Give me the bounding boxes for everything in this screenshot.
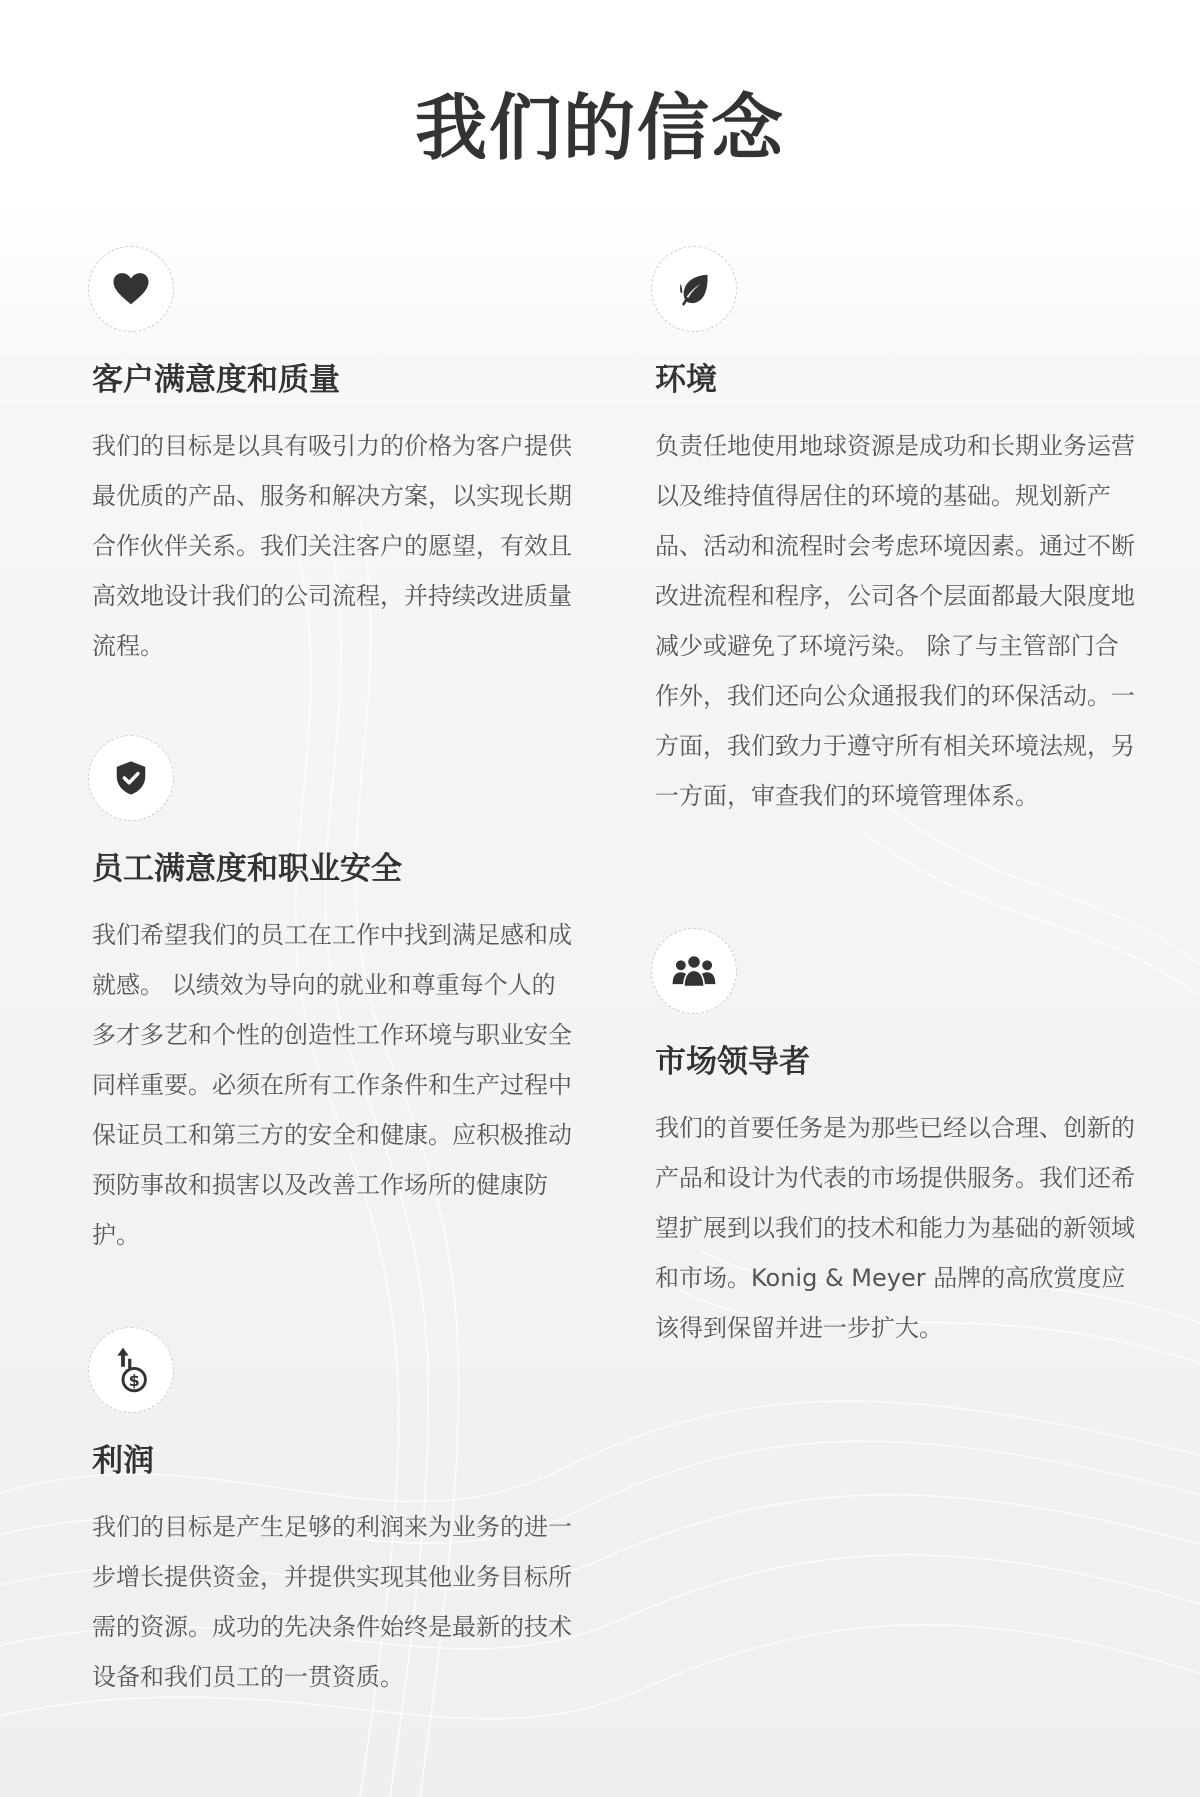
money-growth-icon [111, 1346, 151, 1394]
shield-check-icon [112, 759, 150, 797]
group-icon [671, 951, 717, 991]
card-body: 我们的目标是产生足够的利润来为业务的进一步增长提供资金，并提供实现其他业务目标所需的资源。成功的先决条件始终是最新的技术设备和我们员工的一贯资质。 [92, 1513, 572, 1691]
card-title: 员工满意度和职业安全 [92, 851, 402, 887]
icon-badge [88, 735, 174, 821]
card-title: 环境 [655, 362, 717, 398]
heart-icon [111, 269, 151, 309]
icon-badge [88, 246, 174, 332]
icon-badge [651, 246, 737, 332]
icon-badge [651, 928, 737, 1014]
card-title: 利润 [92, 1443, 154, 1479]
leaf-icon [675, 270, 713, 308]
card-title: 客户满意度和质量 [92, 362, 340, 398]
card-title: 市场领导者 [655, 1044, 810, 1080]
svg-text:$: $ [128, 1371, 140, 1390]
card-body: 我们希望我们的员工在工作中找到满足感和成就感。 以绩效为导向的就业和尊重每个人的多才多艺和个性的创造性工作环境与职业安全同样重要。必须在所有工作条件和生产过程中保证员工和第三方的安全和健康。应积极推动预防事故和损害以及改善工作场所的健康防护。 [92, 921, 572, 1249]
card-body: 我们的首要任务是为那些已经以合理、创新的产品和设计为代表的市场提供服务。我们还希望扩展到以我们的技术和能力为基础的新领域和市场。Konig & Meyer 品牌的高欣赏度应该得到保留并进一步扩大。 [655, 1114, 1135, 1342]
card-body: 我们的目标是以具有吸引力的价格为客户提供最优质的产品、服务和解决方案，以实现长期合作伙伴关系。我们关注客户的愿望，有效且高效地设计我们的公司流程，并持续改进质量流程。 [92, 432, 572, 660]
page-title: 我们的信念 [414, 86, 785, 170]
card-body: 负责任地使用地球资源是成功和长期业务运营以及维持值得居住的环境的基础。规划新产品、活动和流程时会考虑环境因素。通过不断改进流程和程序，公司各个层面都最大限度地减少或避免了环境污染。 除了与主管部门合作外，我们还向公众通报我们的环保活动。一方面，我们致力于遵守所有相关环境法规，另一方面，审查我们的环境管理体系。 [655, 432, 1135, 810]
icon-badge [88, 1327, 174, 1413]
